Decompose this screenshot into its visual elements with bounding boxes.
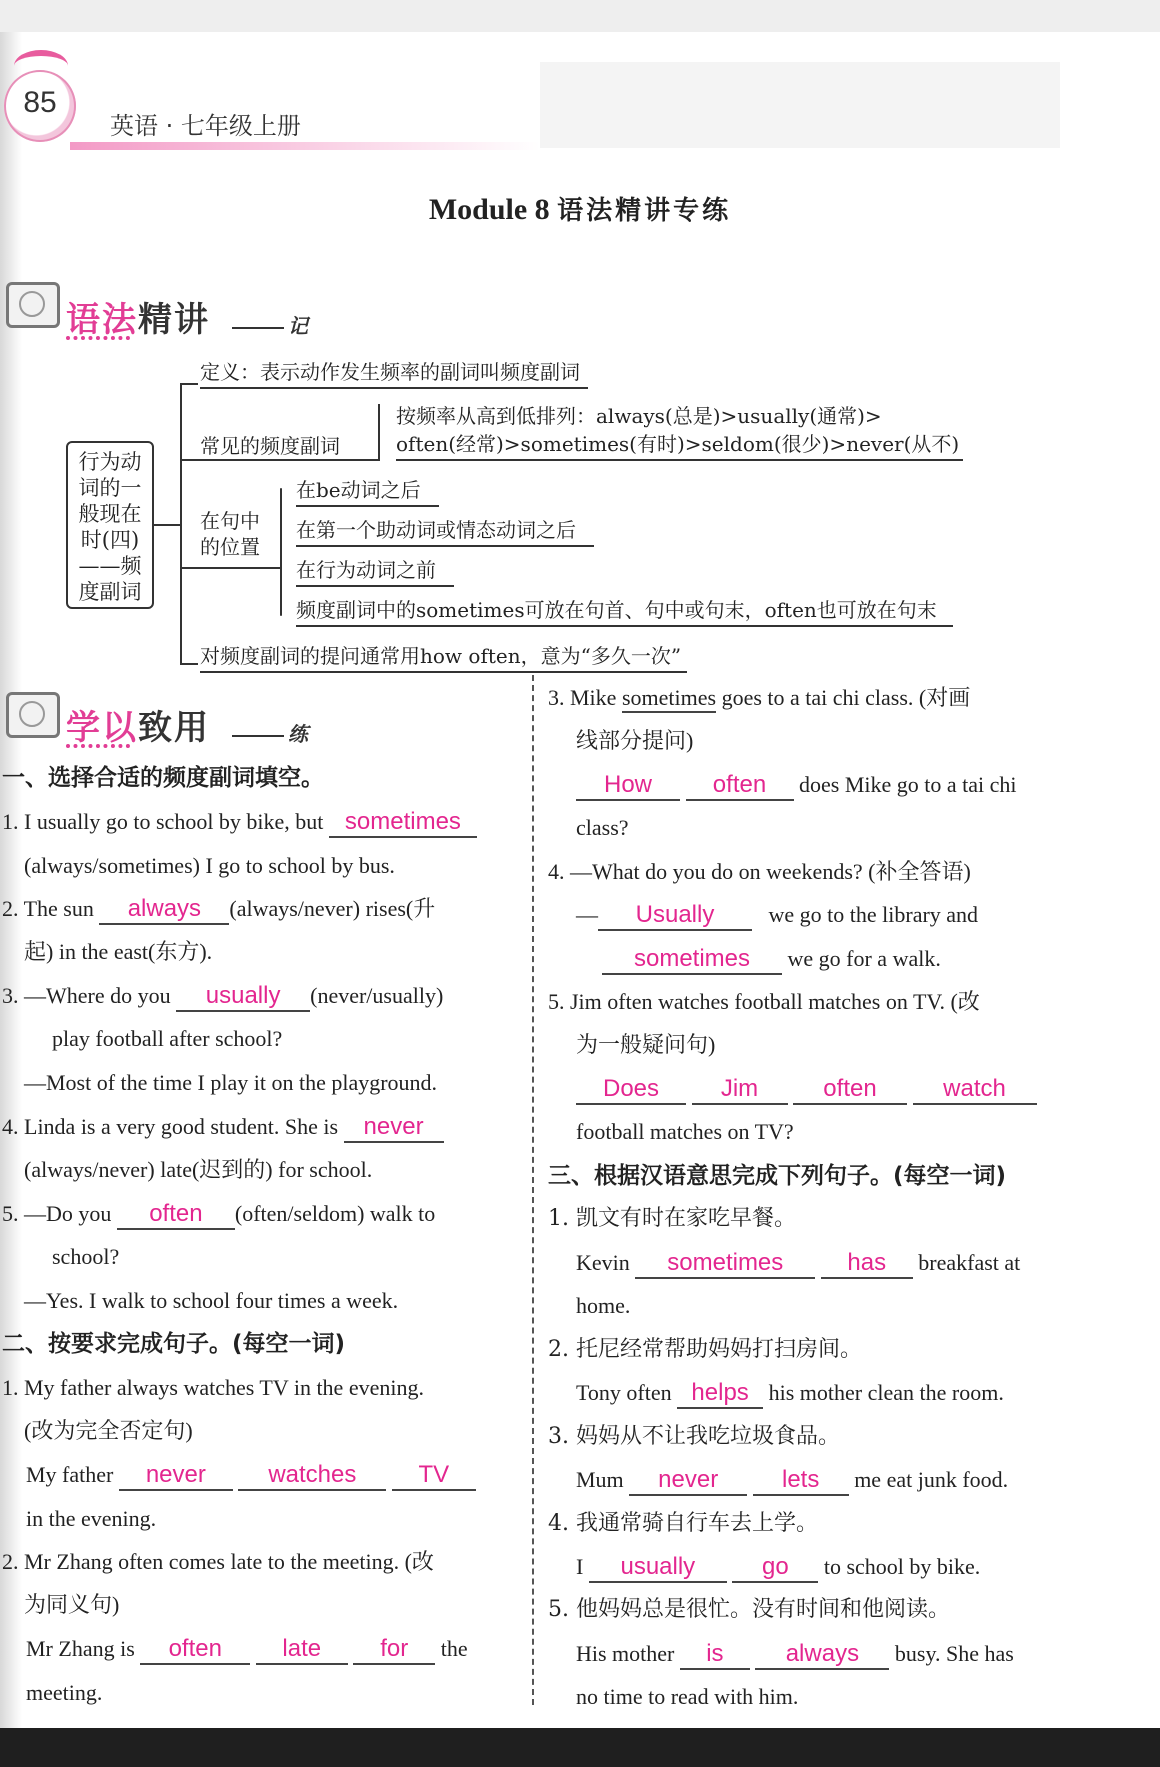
part2-q1-answer-line: My father never watches TV [26, 1461, 476, 1491]
part1-q5-reply: —Yes. I walk to school four times a week. [24, 1288, 399, 1313]
part2-title: 二、按要求完成句子。(每空一词) [2, 1331, 346, 1357]
grammar-section-title: 语法精讲 [66, 300, 210, 340]
question-node: 对频度副词的提问通常用how often，意为“多久一次” [200, 640, 687, 669]
position-node-2: 在第一个助动词或情态动词之后 [296, 514, 594, 543]
part2-q2: 2. Mr Zhang often comes late to the meeting. (改 [2, 1549, 434, 1574]
answer-blank: usually [176, 982, 310, 1012]
mindmap-connector [154, 524, 180, 526]
part2-q5-answer-line [576, 1075, 1037, 1105]
mindmap-root: 行为动 词的一 般现在 时(四) ——频 度副词 [66, 441, 154, 609]
grammar-section-tag: 记 [232, 310, 308, 339]
part3-q1-answer-line: Kevin sometimes has breakfast at [576, 1249, 1020, 1279]
answer-blank: for [353, 1635, 435, 1665]
part3-q3-answer-line: Mum never lets me eat junk food. [576, 1466, 1008, 1496]
common-adverbs-label: 常见的频度副词 [200, 434, 340, 458]
part1-q1-cont: (always/sometimes) I go to school by bus. [24, 853, 395, 878]
answer-blank: Usually [598, 901, 752, 931]
part1-q4: 4. Linda is a very good student. She is never [2, 1113, 444, 1143]
answer-blank: often [140, 1635, 250, 1665]
title-english: Module 8 [428, 193, 550, 226]
grammar-title-dots [66, 336, 130, 340]
part3-q5-cont: no time to read with him. [576, 1684, 799, 1709]
part2-q5: 5. Jim often watches football matches on TV. (改 [548, 989, 980, 1014]
part2-q4-answer-line: — Usually we go to the library and [576, 901, 978, 931]
part2-q3-instr: 线部分提问) [576, 728, 694, 753]
answer-blank: has [821, 1249, 913, 1279]
answer-blank: go [732, 1553, 818, 1583]
part3-q2-cn: 2. 托尼经常帮助妈妈打扫房间。 [548, 1337, 862, 1362]
position-node-4: 频度副词中的sometimes可放在句首、句中或句末，often也可放在句末 [296, 594, 953, 623]
answer-blank: often [117, 1200, 235, 1230]
answer-blank: sometimes [329, 808, 477, 838]
part3-q5-answer-line: His mother is always busy. She has [576, 1640, 1014, 1670]
part2-q1-instr: (改为完全否定句) [24, 1418, 193, 1443]
mindmap-trunk [180, 383, 182, 665]
part3-q1-cont: home. [576, 1293, 631, 1318]
answer-blank: usually [589, 1553, 727, 1583]
part1-q3-cont: play football after school? [52, 1026, 283, 1051]
practice-section-tag: 练 [232, 718, 308, 747]
part2-q3: 3. Mike sometimes goes to a tai chi class. (对画 [548, 684, 970, 712]
answer-blank: lets [753, 1466, 849, 1496]
part2-q5-instr: 为一般疑问句) [576, 1032, 716, 1057]
answer-blank: is [680, 1640, 750, 1670]
answer-blank: never [344, 1113, 444, 1143]
part2-q3-answer-line: How often does Mike go to a tai chi [576, 771, 1017, 801]
column-divider [532, 675, 534, 1705]
page-title [0, 190, 1160, 227]
part1-q3-reply: —Most of the time I play it on the playground. [24, 1070, 438, 1095]
part1-q4-cont: (always/never) late(迟到的) for school. [24, 1157, 373, 1182]
header-shade [540, 62, 1060, 148]
frequency-order-line1: 按频率从高到低排列：always(总是)>usually(通常)> [396, 404, 882, 428]
part2-q2-instr: 为同义句) [24, 1592, 120, 1617]
part2-q1-cont: in the evening. [26, 1506, 157, 1531]
answer-blank: never [629, 1466, 747, 1496]
part2-q4: 4. —What do you do on weekends? (补全答语) [548, 859, 971, 884]
frequency-order-line2: often(经常)>sometimes(有时)>seldom(很少)>never(从不) [396, 428, 963, 457]
title-chinese: 语法精讲专练 [557, 196, 732, 226]
part2-q4-cont: sometimes we go for a walk. [602, 945, 941, 975]
part3-q5-cn: 5. 他妈妈总是很忙。没有时间和他阅读。 [548, 1597, 950, 1622]
book-title: 英语 · 七年级上册 [110, 112, 301, 140]
position-sub-trunk [280, 488, 282, 616]
part1-q2: 2. The sun always (always/never) rises(升 [2, 895, 435, 925]
header-rule [70, 142, 540, 150]
part1-title: 一、选择合适的频度副词填空。 [2, 765, 324, 791]
part2-q3-cont: class? [576, 815, 629, 840]
part3-title: 三、根据汉语意思完成下列句子。(每空一词) [548, 1163, 1007, 1189]
answer-blank: TV [392, 1461, 476, 1491]
answer-blank: always [755, 1640, 889, 1670]
part2-q2-cont: meeting. [26, 1680, 103, 1705]
answer-blank: sometimes [635, 1249, 815, 1279]
part3-q4-cn: 4. 我通常骑自行车去上学。 [548, 1511, 818, 1536]
position-node-3: 在行为动词之前 [296, 554, 454, 583]
answer-blank: never [119, 1461, 233, 1491]
mindmap-sub-trunk [378, 404, 380, 460]
practice-section-title: 学以致用 [66, 708, 210, 748]
mindmap-branch [180, 383, 198, 385]
answer-blank: late [256, 1635, 348, 1665]
blackboard-icon [6, 282, 60, 328]
part1-q5-cont: school? [52, 1244, 120, 1269]
answer-blank: watch [913, 1075, 1037, 1105]
answer-blank: helps [677, 1379, 763, 1409]
answer-blank: How [576, 771, 680, 801]
part1-q3: 3. —Where do you usually (never/usually) [2, 982, 443, 1012]
part3-q1-cn: 1. 凯文有时在家吃早餐。 [548, 1206, 796, 1231]
mindmap-branch [180, 459, 380, 461]
answer-blank: always [99, 895, 229, 925]
part1-q1: 1. I usually go to school by bike, but sometimes [2, 808, 477, 838]
answer-blank: sometimes [602, 945, 782, 975]
answer-blank: often [793, 1075, 907, 1105]
part2-q1: 1. My father always watches TV in the evening. [2, 1375, 424, 1400]
part2-q2-answer-line: Mr Zhang is often late for the [26, 1635, 468, 1665]
part3-q4-answer-line: I usually go to school by bike. [576, 1553, 980, 1583]
part3-q2-answer-line: Tony often helps his mother clean the room. [576, 1379, 1004, 1409]
part1-q2-cont: 起) in the east(东方). [24, 939, 213, 964]
part3-q3-cn: 3. 妈妈从不让我吃垃圾食品。 [548, 1424, 840, 1449]
answer-blank: often [686, 771, 794, 801]
top-margin [0, 0, 1160, 32]
part2-q5-cont: football matches on TV? [576, 1119, 794, 1144]
answer-blank: Does [576, 1075, 686, 1105]
practice-title-dots [66, 744, 130, 748]
mindmap-branch [180, 567, 280, 569]
answer-blank: watches [238, 1461, 386, 1491]
part1-q5: 5. —Do you often (often/seldom) walk to [2, 1200, 435, 1230]
answer-blank: Jim [692, 1075, 788, 1105]
position-label: 在句中 的位置 [200, 509, 260, 559]
notebook-icon [6, 692, 60, 738]
page-number: 85 [23, 86, 57, 119]
mindmap-branch [180, 663, 198, 665]
position-node-1: 在be动词之后 [296, 474, 439, 503]
definition-node: 定义：表示动作发生频率的副词叫频度副词 [200, 356, 588, 385]
